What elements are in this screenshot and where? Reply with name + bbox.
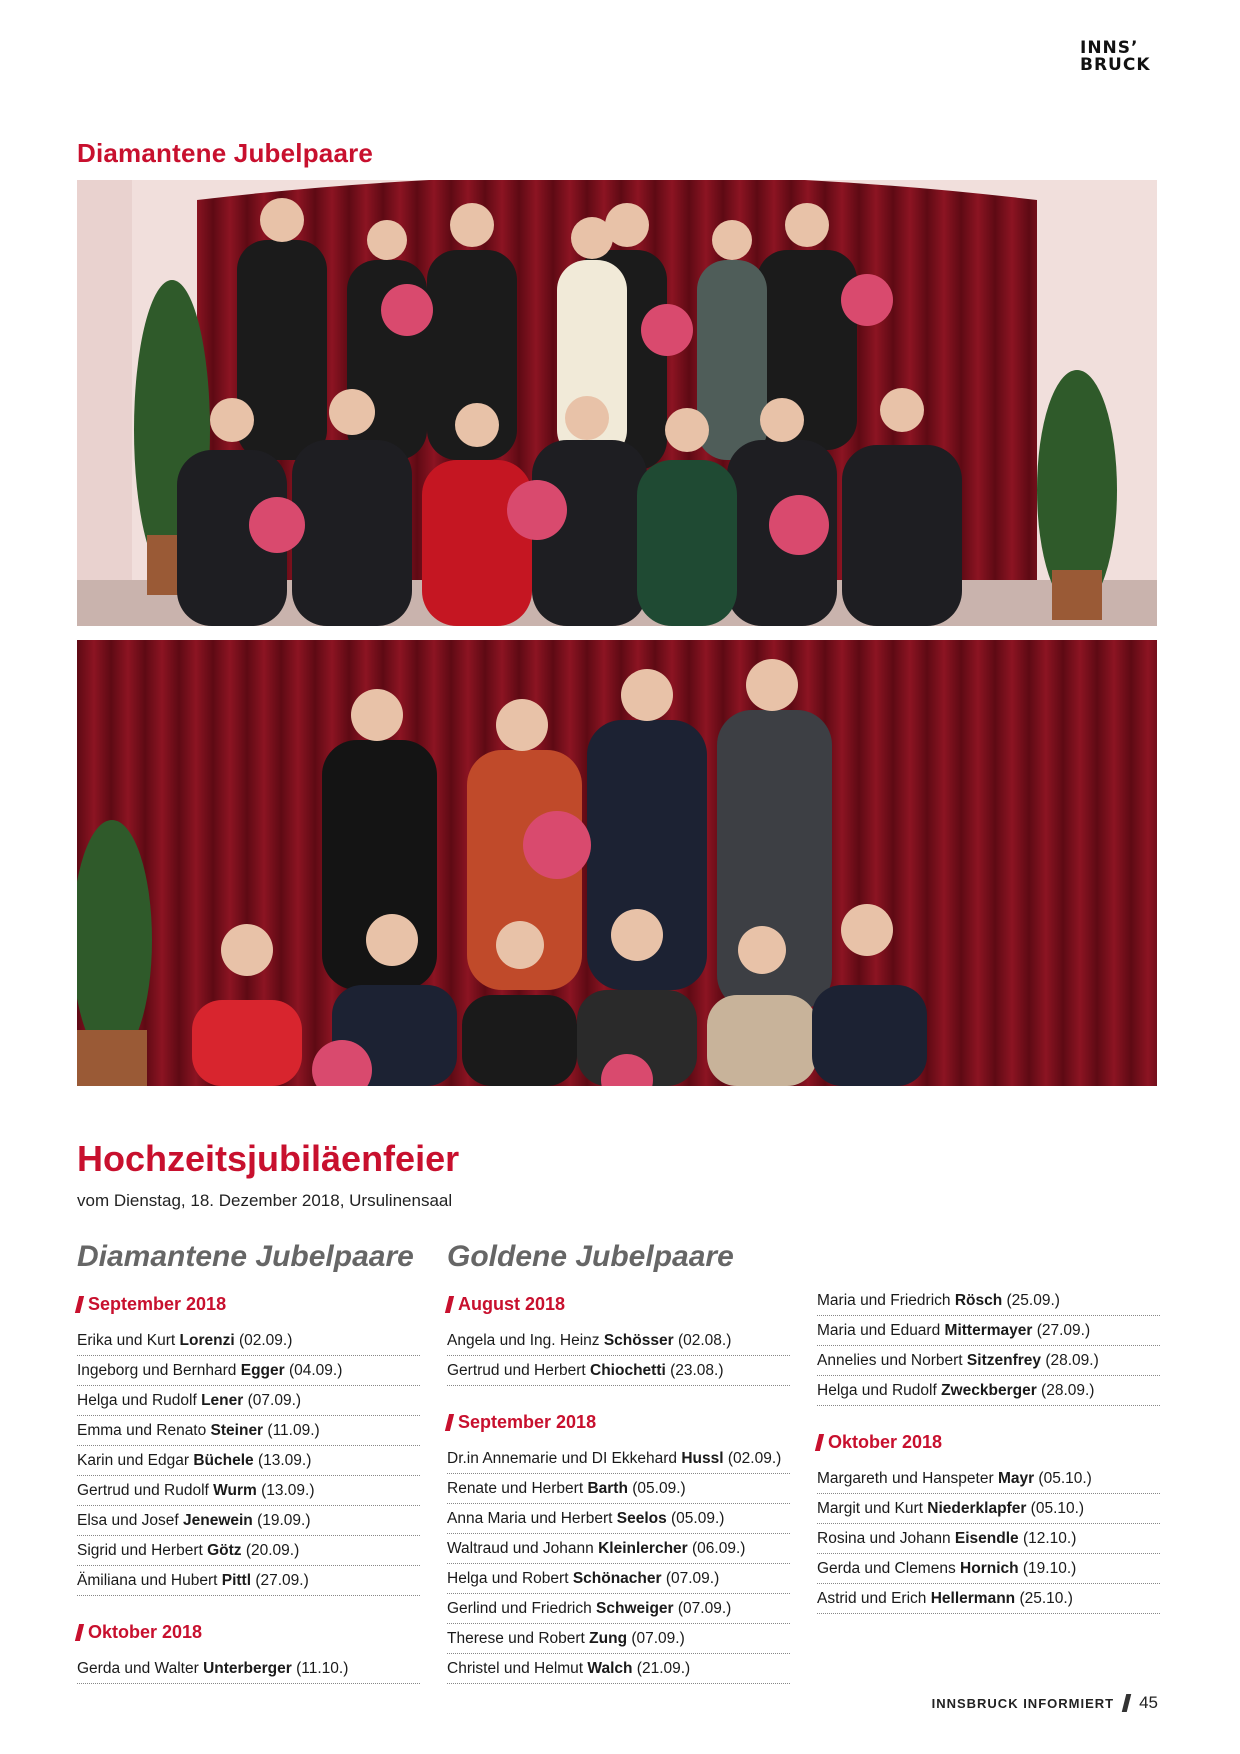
entry-surname: Wurm xyxy=(213,1482,257,1499)
month-heading xyxy=(447,1290,790,1318)
entry-names: Sigrid und Herbert xyxy=(77,1542,208,1559)
page-number: 45 xyxy=(1139,1693,1158,1712)
entry-surname: Jenewein xyxy=(182,1512,253,1529)
list-item xyxy=(447,1654,790,1684)
entry-date: (19.09.) xyxy=(252,1512,311,1529)
list-item xyxy=(817,1554,1160,1584)
column-golden xyxy=(447,1240,790,1706)
list-item xyxy=(817,1286,1160,1316)
entry-surname: Mittermayer xyxy=(944,1322,1033,1339)
entry-surname: Seelos xyxy=(616,1510,667,1527)
month-label: September 2018 xyxy=(88,1293,227,1314)
list-item xyxy=(77,1326,420,1356)
entry-names: Gertrud und Herbert xyxy=(447,1362,591,1379)
list-item xyxy=(77,1356,420,1386)
month-heading xyxy=(817,1428,1160,1456)
list-item xyxy=(77,1386,420,1416)
entry-surname: Niederklapfer xyxy=(927,1500,1027,1517)
list-item xyxy=(447,1534,790,1564)
list-item xyxy=(447,1474,790,1504)
entry-date: (25.10.) xyxy=(1015,1590,1073,1607)
entry-names: Ingeborg und Bernhard xyxy=(77,1362,241,1379)
entry-date: (05.10.) xyxy=(1026,1500,1085,1517)
entry-surname: Sitzenfrey xyxy=(966,1352,1042,1369)
list-item xyxy=(447,1326,790,1356)
entry-surname: Barth xyxy=(587,1480,628,1497)
month-bar-icon xyxy=(815,1434,824,1451)
column-heading: Goldene Jubelpaare xyxy=(447,1240,734,1273)
group-photo-diamond xyxy=(77,180,1157,626)
entry-date: (28.09.) xyxy=(1036,1382,1095,1399)
entry-date: (27.09.) xyxy=(1032,1322,1091,1339)
list-item xyxy=(817,1524,1160,1554)
list-item xyxy=(77,1416,420,1446)
entry-surname: Büchele xyxy=(193,1452,254,1469)
entry-surname: Steiner xyxy=(210,1422,264,1439)
entry-date: (02.09.) xyxy=(723,1450,782,1467)
month-heading xyxy=(77,1618,420,1646)
entry-names: Gerda und Walter xyxy=(77,1660,204,1677)
entry-date: (06.09.) xyxy=(687,1540,746,1557)
footer-divider xyxy=(1122,1694,1131,1712)
month-label: August 2018 xyxy=(458,1293,566,1314)
list-item xyxy=(447,1624,790,1654)
entry-names: Christel und Helmut xyxy=(447,1660,588,1677)
logo-line-2: BRUCK xyxy=(1080,55,1151,75)
month-bar-icon xyxy=(75,1624,84,1641)
entry-date: (13.09.) xyxy=(256,1482,315,1499)
entry-date: (07.09.) xyxy=(673,1600,732,1617)
entry-surname: Mayr xyxy=(997,1470,1035,1487)
list-item xyxy=(447,1356,790,1386)
list-item xyxy=(447,1594,790,1624)
entry-surname: Walch xyxy=(587,1660,633,1677)
entry-date: (04.09.) xyxy=(284,1362,343,1379)
entry-surname: Lorenzi xyxy=(179,1332,235,1349)
entry-names: Renate und Herbert xyxy=(447,1480,588,1497)
list-item xyxy=(817,1346,1160,1376)
entry-surname: Hornich xyxy=(960,1560,1019,1577)
entry-date: (02.08.) xyxy=(673,1332,732,1349)
entry-date: (28.09.) xyxy=(1041,1352,1099,1369)
month-bar-icon xyxy=(75,1296,84,1313)
entry-list xyxy=(447,1326,790,1386)
month-bar-icon xyxy=(445,1296,454,1313)
entry-names: Margit und Kurt xyxy=(817,1500,928,1517)
list-item xyxy=(77,1446,420,1476)
entry-date: (05.09.) xyxy=(666,1510,725,1527)
entry-date: (25.09.) xyxy=(1002,1292,1060,1309)
list-item xyxy=(77,1566,420,1596)
list-item xyxy=(77,1536,420,1566)
entry-date: (27.09.) xyxy=(251,1572,309,1589)
entry-names: Margareth und Hanspeter xyxy=(817,1470,998,1487)
list-item xyxy=(77,1654,420,1684)
entry-list xyxy=(817,1464,1160,1614)
entry-list xyxy=(447,1444,790,1684)
list-item xyxy=(447,1564,790,1594)
entry-surname: Rösch xyxy=(954,1292,1003,1309)
list-item xyxy=(447,1504,790,1534)
entry-names: Elsa und Josef xyxy=(77,1512,183,1529)
month-heading xyxy=(447,1408,790,1436)
magazine-name: INNSBRUCK INFORMIERT xyxy=(931,1695,1115,1711)
entry-surname: Unterberger xyxy=(203,1660,292,1677)
entry-names: Helga und Rudolf xyxy=(77,1392,202,1409)
column-heading: Diamantene Jubelpaare xyxy=(77,1240,414,1273)
entry-names: Dr.in Annemarie und DI Ekkehard xyxy=(447,1450,682,1467)
logo-line-1: INNS’ xyxy=(1080,38,1139,58)
entry-date: (19.10.) xyxy=(1018,1560,1077,1577)
entry-names: Waltraud und Johann xyxy=(447,1540,599,1557)
entry-surname: Götz xyxy=(207,1542,242,1559)
entry-date: (23.08.) xyxy=(665,1362,724,1379)
entry-names: Ämiliana und Hubert xyxy=(77,1572,222,1589)
entry-date: (07.09.) xyxy=(661,1570,720,1587)
entry-names: Angela und Ing. Heinz xyxy=(447,1332,604,1349)
entry-names: Erika und Kurt xyxy=(77,1332,180,1349)
list-item xyxy=(817,1584,1160,1614)
list-item xyxy=(817,1316,1160,1346)
entry-date: (13.09.) xyxy=(253,1452,312,1469)
column-diamond xyxy=(77,1240,420,1706)
article-subtitle: vom Dienstag, 18. Dezember 2018, Ursulinensaal xyxy=(77,1191,453,1210)
entry-surname: Zung xyxy=(589,1630,628,1647)
entry-date: (11.09.) xyxy=(263,1422,320,1439)
entry-surname: Schweiger xyxy=(596,1600,674,1617)
entry-surname: Kleinlercher xyxy=(598,1540,688,1557)
entry-names: Gertrud und Rudolf xyxy=(77,1482,214,1499)
entry-surname: Eisendle xyxy=(954,1530,1019,1547)
entry-date: (05.10.) xyxy=(1034,1470,1092,1487)
entry-date: (20.09.) xyxy=(241,1542,300,1559)
entry-names: Annelies und Norbert xyxy=(817,1352,967,1369)
entry-date: (12.10.) xyxy=(1018,1530,1077,1547)
entry-date: (07.09.) xyxy=(627,1630,685,1647)
entry-date: (07.09.) xyxy=(243,1392,302,1409)
innsbruck-logo xyxy=(1080,40,1151,74)
entry-names: Emma und Renato xyxy=(77,1422,211,1439)
entry-names: Gerda und Clemens xyxy=(817,1560,961,1577)
entry-surname: Chiochetti xyxy=(590,1362,666,1379)
entry-names: Maria und Friedrich xyxy=(817,1292,955,1309)
page-footer xyxy=(932,1693,1158,1713)
list-item xyxy=(447,1444,790,1474)
month-label: September 2018 xyxy=(458,1411,597,1432)
list-item xyxy=(77,1506,420,1536)
month-label: Oktober 2018 xyxy=(88,1621,203,1642)
entry-names: Therese und Robert xyxy=(447,1630,590,1647)
article-title: Hochzeitsjubiläenfeier xyxy=(77,1138,460,1179)
list-item xyxy=(817,1494,1160,1524)
entry-surname: Hussl xyxy=(681,1450,724,1467)
month-heading xyxy=(77,1290,420,1318)
entry-names: Rosina und Johann xyxy=(817,1530,955,1547)
entry-names: Helga und Robert xyxy=(447,1570,573,1587)
entry-list xyxy=(77,1654,420,1684)
entry-list xyxy=(817,1286,1160,1406)
entry-date: (05.09.) xyxy=(627,1480,686,1497)
entry-date: (21.09.) xyxy=(632,1660,691,1677)
month-bar-icon xyxy=(445,1414,454,1431)
list-item xyxy=(817,1464,1160,1494)
photo-section-title: Diamantene Jubelpaare xyxy=(77,138,374,168)
entry-names: Astrid und Erich xyxy=(817,1590,931,1607)
group-photo-golden xyxy=(77,640,1157,1086)
entry-surname: Pittl xyxy=(221,1572,252,1589)
entry-names: Gerlind und Friedrich xyxy=(447,1600,597,1617)
entry-names: Karin und Edgar xyxy=(77,1452,194,1469)
entry-date: (11.10.) xyxy=(291,1660,349,1677)
column-golden-continued xyxy=(817,1286,1160,1636)
entry-surname: Zweckberger xyxy=(941,1382,1037,1399)
entry-surname: Lener xyxy=(201,1392,244,1409)
list-item xyxy=(817,1376,1160,1406)
entry-surname: Schönacher xyxy=(572,1570,662,1587)
entry-names: Maria und Eduard xyxy=(817,1322,945,1339)
list-item xyxy=(77,1476,420,1506)
entry-names: Anna Maria und Herbert xyxy=(447,1510,617,1527)
entry-surname: Schösser xyxy=(603,1332,674,1349)
entry-surname: Egger xyxy=(240,1362,285,1379)
entry-names: Helga und Rudolf xyxy=(817,1382,942,1399)
entry-date: (02.09.) xyxy=(234,1332,293,1349)
month-label: Oktober 2018 xyxy=(828,1431,943,1452)
entry-list xyxy=(77,1326,420,1596)
entry-surname: Hellermann xyxy=(930,1590,1016,1607)
